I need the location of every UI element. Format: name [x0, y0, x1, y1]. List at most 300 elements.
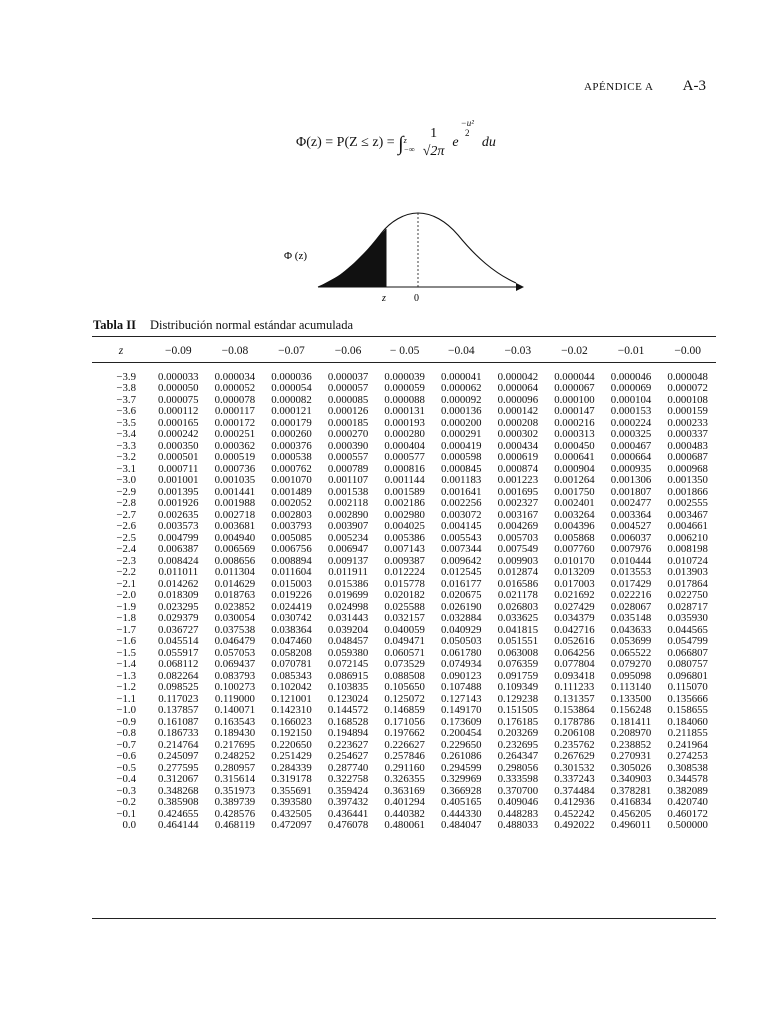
- probability-cell: 0.000044: [554, 370, 595, 383]
- probability-cell: 0.000789: [327, 462, 369, 475]
- probability-cell: 0.058208: [271, 646, 312, 659]
- probability-cell: 0.024419: [271, 600, 312, 613]
- probability-cell: 0.000037: [327, 370, 369, 383]
- probability-cell: 0.008656: [214, 554, 256, 567]
- probability-cell: 0.103835: [327, 681, 369, 693]
- probability-cell: 0.340903: [610, 773, 652, 785]
- table-row: [92, 406, 716, 418]
- probability-cell: 0.173609: [441, 715, 482, 728]
- probability-cell: 0.079270: [610, 658, 652, 670]
- axis-arrow-icon: [516, 283, 524, 291]
- z-value-cell: −1.5: [116, 646, 136, 659]
- z-value-cell: −3.0: [116, 474, 136, 486]
- probability-cell: 0.006387: [158, 543, 199, 555]
- probability-cell: 0.063008: [497, 646, 539, 659]
- probability-cell: 0.015386: [327, 577, 369, 590]
- probability-cell: 0.013553: [610, 566, 652, 578]
- table-title: Distribución normal estándar acumulada: [149, 318, 354, 332]
- table-row: [92, 659, 716, 671]
- normal-distribution-table: [92, 344, 716, 832]
- probability-cell: 0.021178: [497, 589, 538, 601]
- probability-cell: 0.235762: [554, 738, 595, 751]
- probability-cell: 0.000557: [327, 451, 369, 463]
- probability-cell: 0.085343: [271, 669, 312, 682]
- column-header: −0.09: [164, 345, 192, 357]
- probability-cell: 0.232695: [497, 738, 539, 751]
- probability-cell: 0.001107: [328, 474, 369, 486]
- probability-cell: 0.032157: [384, 612, 425, 624]
- probability-cell: 0.000108: [667, 393, 708, 406]
- probability-cell: 0.093418: [554, 669, 595, 682]
- probability-cell: 0.096801: [667, 669, 708, 682]
- column-header: − 0.05: [389, 345, 420, 357]
- table-row: [92, 567, 716, 579]
- probability-cell: 0.014629: [214, 577, 256, 590]
- probability-cell: 0.027429: [554, 600, 595, 613]
- z-value-cell: −1.7: [116, 623, 136, 636]
- probability-cell: 0.000376: [271, 439, 312, 452]
- probability-cell: 0.001538: [327, 485, 369, 498]
- probability-cell: 0.197662: [384, 727, 425, 739]
- probability-cell: 0.000664: [610, 451, 652, 463]
- z-value-cell: −1.4: [116, 658, 136, 670]
- probability-cell: 0.192150: [271, 727, 312, 739]
- probability-cell: 0.040059: [384, 623, 425, 636]
- probability-cell: 0.378281: [610, 784, 652, 797]
- probability-cell: 0.000121: [271, 405, 312, 417]
- table-row: [92, 452, 716, 464]
- probability-cell: 0.000935: [610, 462, 652, 475]
- probability-cell: 0.420740: [667, 796, 708, 808]
- probability-cell: 0.105650: [384, 681, 425, 693]
- z-value-cell: −0.4: [116, 773, 136, 785]
- probability-cell: 0.000577: [384, 451, 425, 463]
- z-label: z: [382, 293, 386, 304]
- integral-lower-limit: −∞: [403, 145, 415, 154]
- z-value-cell: −2.0: [116, 589, 136, 601]
- table-top-rule: [92, 336, 716, 337]
- probability-cell: 0.082264: [158, 669, 199, 682]
- probability-cell: 0.000075: [158, 393, 199, 406]
- probability-cell: 0.000519: [214, 451, 256, 463]
- probability-cell: 0.200454: [441, 727, 482, 739]
- probability-cell: 0.370700: [497, 784, 539, 797]
- probability-cell: 0.274253: [667, 750, 708, 762]
- probability-cell: 0.220650: [271, 738, 312, 751]
- probability-cell: 0.000816: [384, 462, 425, 475]
- probability-cell: 0.003264: [554, 508, 595, 521]
- probability-cell: 0.280957: [214, 761, 256, 774]
- probability-cell: 0.464144: [158, 819, 199, 831]
- probability-cell: 0.001223: [497, 474, 539, 486]
- probability-cell: 0.028067: [610, 600, 652, 613]
- probability-cell: 0.298056: [497, 761, 539, 774]
- probability-cell: 0.001695: [497, 485, 539, 498]
- table-row: [92, 498, 716, 510]
- probability-cell: 0.010170: [554, 554, 595, 567]
- z-value-cell: −2.1: [116, 577, 136, 590]
- probability-cell: 0.000052: [214, 382, 256, 394]
- probability-cell: 0.405165: [441, 796, 482, 808]
- z-value-cell: −3.6: [116, 405, 136, 417]
- probability-cell: 0.125072: [384, 692, 425, 705]
- probability-cell: 0.029379: [158, 612, 199, 624]
- probability-cell: 0.039204: [327, 623, 369, 636]
- probability-cell: 0.008198: [667, 543, 708, 555]
- probability-cell: 0.000337: [667, 428, 708, 440]
- probability-cell: 0.076359: [497, 658, 539, 670]
- probability-cell: 0.008424: [158, 554, 199, 567]
- probability-cell: 0.137857: [158, 704, 199, 716]
- probability-cell: 0.001641: [441, 485, 482, 498]
- probability-cell: 0.149170: [441, 704, 482, 716]
- probability-cell: 0.095098: [610, 669, 652, 682]
- differential: du: [481, 135, 496, 150]
- probability-cell: 0.000136: [441, 405, 482, 417]
- probability-cell: 0.000736: [214, 462, 256, 475]
- probability-cell: 0.359424: [327, 784, 369, 797]
- table-row: [92, 590, 716, 602]
- probability-cell: 0.059380: [327, 646, 369, 659]
- probability-cell: 0.001489: [271, 485, 312, 498]
- probability-cell: 0.030742: [271, 612, 312, 624]
- probability-cell: 0.000078: [214, 393, 256, 406]
- probability-cell: 0.060571: [384, 646, 425, 659]
- z-value-cell: −3.4: [116, 428, 136, 440]
- probability-cell: 0.002327: [497, 497, 539, 509]
- probability-cell: 0.432505: [271, 807, 312, 820]
- probability-cell: 0.308538: [667, 761, 708, 774]
- probability-cell: 0.021692: [554, 589, 595, 601]
- probability-cell: 0.000598: [441, 451, 482, 463]
- probability-cell: 0.000904: [554, 462, 595, 475]
- table-label: Tabla II: [93, 318, 136, 332]
- probability-cell: 0.412936: [554, 796, 595, 808]
- probability-cell: 0.436441: [327, 807, 369, 820]
- probability-cell: 0.000067: [554, 382, 595, 394]
- probability-cell: 0.000419: [441, 439, 482, 452]
- column-header: −0.00: [674, 345, 701, 357]
- probability-cell: 0.038364: [271, 623, 312, 636]
- z-value-cell: −0.2: [116, 796, 136, 808]
- probability-cell: 0.048457: [327, 635, 369, 647]
- probability-cell: 0.000260: [271, 428, 312, 440]
- probability-cell: 0.257846: [384, 750, 425, 762]
- probability-cell: 0.127143: [441, 692, 482, 705]
- probability-cell: 0.113140: [611, 681, 652, 693]
- probability-cell: 0.226627: [384, 738, 425, 751]
- probability-cell: 0.073529: [384, 658, 425, 670]
- z-value-cell: −0.6: [116, 750, 136, 762]
- probability-cell: 0.000291: [441, 428, 482, 440]
- z-value-cell: −3.7: [116, 393, 136, 406]
- probability-cell: 0.022750: [667, 589, 708, 601]
- z-value-cell: −1.3: [116, 669, 136, 682]
- probability-cell: 0.018309: [158, 589, 199, 601]
- probability-cell: 0.011604: [271, 566, 312, 578]
- z-value-cell: −0.8: [116, 727, 136, 739]
- probability-cell: 0.000242: [158, 428, 199, 440]
- probability-cell: 0.090123: [441, 669, 482, 682]
- probability-cell: 0.452242: [554, 807, 595, 820]
- probability-cell: 0.111233: [554, 681, 595, 693]
- probability-cell: 0.241964: [667, 738, 708, 751]
- z-value-cell: −0.5: [116, 761, 136, 774]
- probability-cell: 0.251429: [271, 750, 312, 762]
- probability-cell: 0.002980: [384, 508, 425, 521]
- probability-cell: 0.416834: [610, 796, 652, 808]
- probability-cell: 0.002186: [384, 497, 425, 509]
- probability-cell: 0.001807: [610, 485, 652, 498]
- probability-cell: 0.144572: [327, 704, 369, 716]
- table-row: [92, 636, 716, 648]
- probability-cell: 0.004940: [214, 531, 256, 544]
- probability-cell: 0.000092: [441, 393, 482, 406]
- probability-cell: 0.326355: [384, 773, 425, 785]
- probability-cell: 0.184060: [667, 715, 708, 728]
- probability-cell: 0.046479: [214, 635, 256, 647]
- table-row: [92, 797, 716, 809]
- probability-cell: 0.133500: [610, 692, 652, 705]
- probability-cell: 0.305026: [610, 761, 652, 774]
- probability-cell: 0.000280: [384, 428, 425, 440]
- probability-cell: 0.047460: [271, 635, 312, 647]
- probability-cell: 0.049471: [384, 635, 425, 647]
- probability-cell: 0.005703: [497, 531, 539, 544]
- probability-cell: 0.000208: [497, 416, 539, 429]
- probability-cell: 0.000165: [158, 416, 199, 429]
- probability-cell: 0.026803: [497, 600, 539, 613]
- probability-cell: 0.348268: [158, 784, 199, 797]
- probability-cell: 0.098525: [158, 681, 199, 693]
- probability-cell: 0.006569: [214, 543, 256, 555]
- probability-cell: 0.329969: [441, 773, 482, 785]
- probability-cell: 0.002477: [610, 497, 652, 509]
- probability-cell: 0.476078: [327, 819, 369, 831]
- probability-cell: 0.001988: [214, 497, 256, 509]
- probability-cell: 0.043633: [610, 623, 652, 636]
- probability-cell: 0.000153: [610, 405, 652, 417]
- table-body: [92, 362, 716, 832]
- probability-cell: 0.023295: [158, 600, 199, 613]
- normal-curve-figure: [280, 205, 540, 305]
- table-row: [92, 383, 716, 395]
- probability-cell: 0.002803: [271, 508, 312, 521]
- probability-cell: 0.000619: [497, 451, 539, 463]
- probability-cell: 0.000313: [554, 428, 595, 440]
- probability-cell: 0.000034: [214, 370, 256, 383]
- probability-cell: 0.006756: [271, 543, 312, 555]
- probability-cell: 0.472097: [271, 819, 312, 831]
- probability-cell: 0.294599: [441, 761, 482, 774]
- probability-cell: 0.017429: [610, 577, 652, 590]
- z-value-cell: −2.5: [116, 531, 136, 544]
- probability-cell: 0.028717: [667, 600, 708, 613]
- probability-cell: 0.319178: [271, 773, 312, 785]
- probability-cell: 0.002555: [667, 497, 708, 509]
- probability-cell: 0.287740: [327, 761, 369, 774]
- column-header: −0.06: [334, 345, 362, 357]
- table-row: [92, 613, 716, 625]
- probability-cell: 0.208970: [610, 727, 652, 739]
- probability-cell: 0.086915: [327, 669, 369, 682]
- probability-cell: 0.000362: [214, 439, 256, 452]
- z-value-cell: −2.3: [116, 554, 136, 567]
- probability-cell: 0.171056: [384, 715, 425, 728]
- probability-cell: 0.142310: [271, 704, 312, 716]
- probability-cell: 0.004799: [158, 531, 199, 544]
- probability-cell: 0.168528: [327, 715, 369, 728]
- column-header: −0.08: [221, 345, 249, 357]
- probability-cell: 0.135666: [667, 692, 708, 705]
- probability-cell: 0.013903: [667, 566, 708, 578]
- probability-cell: 0.223627: [327, 738, 369, 751]
- probability-cell: 0.181411: [611, 715, 652, 728]
- probability-cell: 0.000404: [384, 439, 425, 452]
- probability-cell: 0.011911: [328, 566, 368, 578]
- probability-cell: 0.000059: [384, 382, 425, 394]
- probability-cell: 0.248252: [214, 750, 256, 762]
- probability-cell: 0.050503: [441, 635, 482, 647]
- probability-cell: 0.203269: [497, 727, 539, 739]
- probability-cell: 0.000874: [497, 462, 539, 475]
- probability-cell: 0.077804: [554, 658, 595, 670]
- probability-cell: 0.002118: [328, 497, 369, 509]
- probability-cell: 0.000085: [327, 393, 369, 406]
- probability-cell: 0.301532: [554, 761, 595, 774]
- probability-cell: 0.000117: [214, 405, 255, 417]
- probability-cell: 0.068112: [158, 658, 199, 670]
- probability-cell: 0.031443: [327, 612, 369, 624]
- normal-cdf-formula: [296, 118, 496, 160]
- probability-cell: 0.401294: [384, 796, 425, 808]
- probability-cell: 0.003364: [610, 508, 652, 521]
- phi-label: Φ (z): [284, 250, 307, 262]
- probability-cell: 0.003907: [327, 520, 369, 532]
- z-value-cell: −2.8: [116, 497, 136, 509]
- probability-cell: 0.117023: [158, 692, 199, 705]
- probability-cell: 0.000450: [554, 439, 595, 452]
- probability-cell: 0.121001: [271, 692, 312, 705]
- probability-cell: 0.444330: [441, 807, 482, 820]
- probability-cell: 0.007976: [610, 543, 652, 555]
- probability-cell: 0.000069: [610, 382, 652, 394]
- z-value-cell: −3.3: [116, 439, 136, 452]
- probability-cell: 0.000126: [327, 405, 369, 417]
- exponential-base: e: [452, 135, 459, 150]
- z-value-cell: −2.6: [116, 520, 136, 532]
- probability-cell: 0.424655: [158, 807, 199, 820]
- probability-cell: 0.069437: [214, 658, 256, 670]
- probability-cell: 0.166023: [271, 715, 312, 728]
- probability-cell: 0.066807: [667, 646, 708, 659]
- probability-cell: 0.000193: [384, 416, 425, 429]
- probability-cell: 0.333598: [497, 773, 539, 785]
- probability-cell: 0.053699: [610, 635, 652, 647]
- probability-cell: 0.178786: [554, 715, 595, 728]
- z-value-cell: −1.8: [116, 612, 136, 624]
- probability-cell: 0.001395: [158, 485, 199, 498]
- probability-cell: 0.045514: [158, 635, 199, 647]
- z-value-cell: −3.9: [116, 370, 136, 383]
- probability-cell: 0.000200: [441, 416, 482, 429]
- probability-cell: 0.000054: [271, 382, 312, 394]
- probability-cell: 0.000538: [271, 451, 312, 463]
- probability-cell: 0.001144: [384, 474, 425, 486]
- probability-cell: 0.000687: [667, 451, 708, 463]
- probability-cell: 0.000270: [327, 428, 369, 440]
- probability-cell: 0.270931: [610, 750, 652, 762]
- probability-cell: 0.158655: [667, 704, 708, 716]
- probability-cell: 0.051551: [497, 635, 539, 647]
- probability-cell: 0.003793: [271, 520, 312, 532]
- probability-cell: 0.115070: [667, 681, 708, 693]
- probability-cell: 0.229650: [441, 738, 482, 751]
- table-header-row: [92, 344, 716, 362]
- probability-cell: 0.009903: [497, 554, 539, 567]
- probability-cell: 0.000036: [271, 370, 312, 383]
- probability-cell: 0.002052: [271, 497, 312, 509]
- probability-cell: 0.002635: [158, 508, 199, 521]
- probability-cell: 0.000050: [158, 382, 199, 394]
- z-value-cell: −2.7: [116, 508, 136, 521]
- probability-cell: 0.002401: [554, 497, 595, 509]
- z-value-cell: −3.2: [116, 451, 136, 463]
- probability-cell: 0.484047: [441, 819, 482, 831]
- probability-cell: 0.189430: [214, 727, 256, 739]
- probability-cell: 0.009137: [327, 554, 369, 567]
- probability-cell: 0.186733: [158, 727, 199, 739]
- z-value-cell: −3.8: [116, 382, 136, 394]
- probability-cell: 0.017864: [667, 577, 708, 590]
- probability-cell: 0.254627: [327, 750, 369, 762]
- probability-cell: 0.001350: [667, 474, 708, 486]
- probability-cell: 0.000088: [384, 393, 425, 406]
- z-value-cell: −0.1: [116, 807, 136, 820]
- probability-cell: 0.000483: [667, 439, 708, 452]
- table-row: [92, 820, 716, 832]
- probability-cell: 0.000064: [497, 382, 539, 394]
- probability-cell: 0.000172: [214, 416, 256, 429]
- probability-cell: 0.025588: [384, 600, 425, 613]
- table-row: [92, 521, 716, 533]
- probability-cell: 0.492022: [554, 819, 595, 831]
- probability-cell: 0.036727: [158, 623, 199, 636]
- probability-cell: 0.011304: [214, 566, 255, 578]
- column-header: −0.07: [278, 345, 305, 357]
- probability-cell: 0.163543: [214, 715, 256, 728]
- probability-cell: 0.013209: [554, 566, 595, 578]
- probability-cell: 0.500000: [667, 819, 708, 831]
- probability-cell: 0.000325: [610, 428, 652, 440]
- probability-cell: 0.002256: [441, 497, 482, 509]
- probability-cell: 0.042716: [554, 623, 595, 636]
- probability-cell: 0.488033: [497, 819, 539, 831]
- probability-cell: 0.012545: [441, 566, 482, 578]
- probability-cell: 0.000112: [158, 405, 199, 417]
- probability-cell: 0.023852: [214, 600, 256, 613]
- probability-cell: 0.052616: [554, 635, 595, 647]
- z-value-cell: −2.9: [116, 485, 136, 498]
- probability-cell: 0.385908: [158, 796, 199, 808]
- probability-cell: 0.123024: [327, 692, 369, 705]
- table-row: [92, 544, 716, 556]
- probability-cell: 0.001183: [441, 474, 482, 486]
- probability-cell: 0.000467: [610, 439, 652, 452]
- probability-cell: 0.100273: [214, 681, 256, 693]
- probability-cell: 0.000096: [497, 393, 539, 406]
- probability-cell: 0.083793: [214, 669, 256, 682]
